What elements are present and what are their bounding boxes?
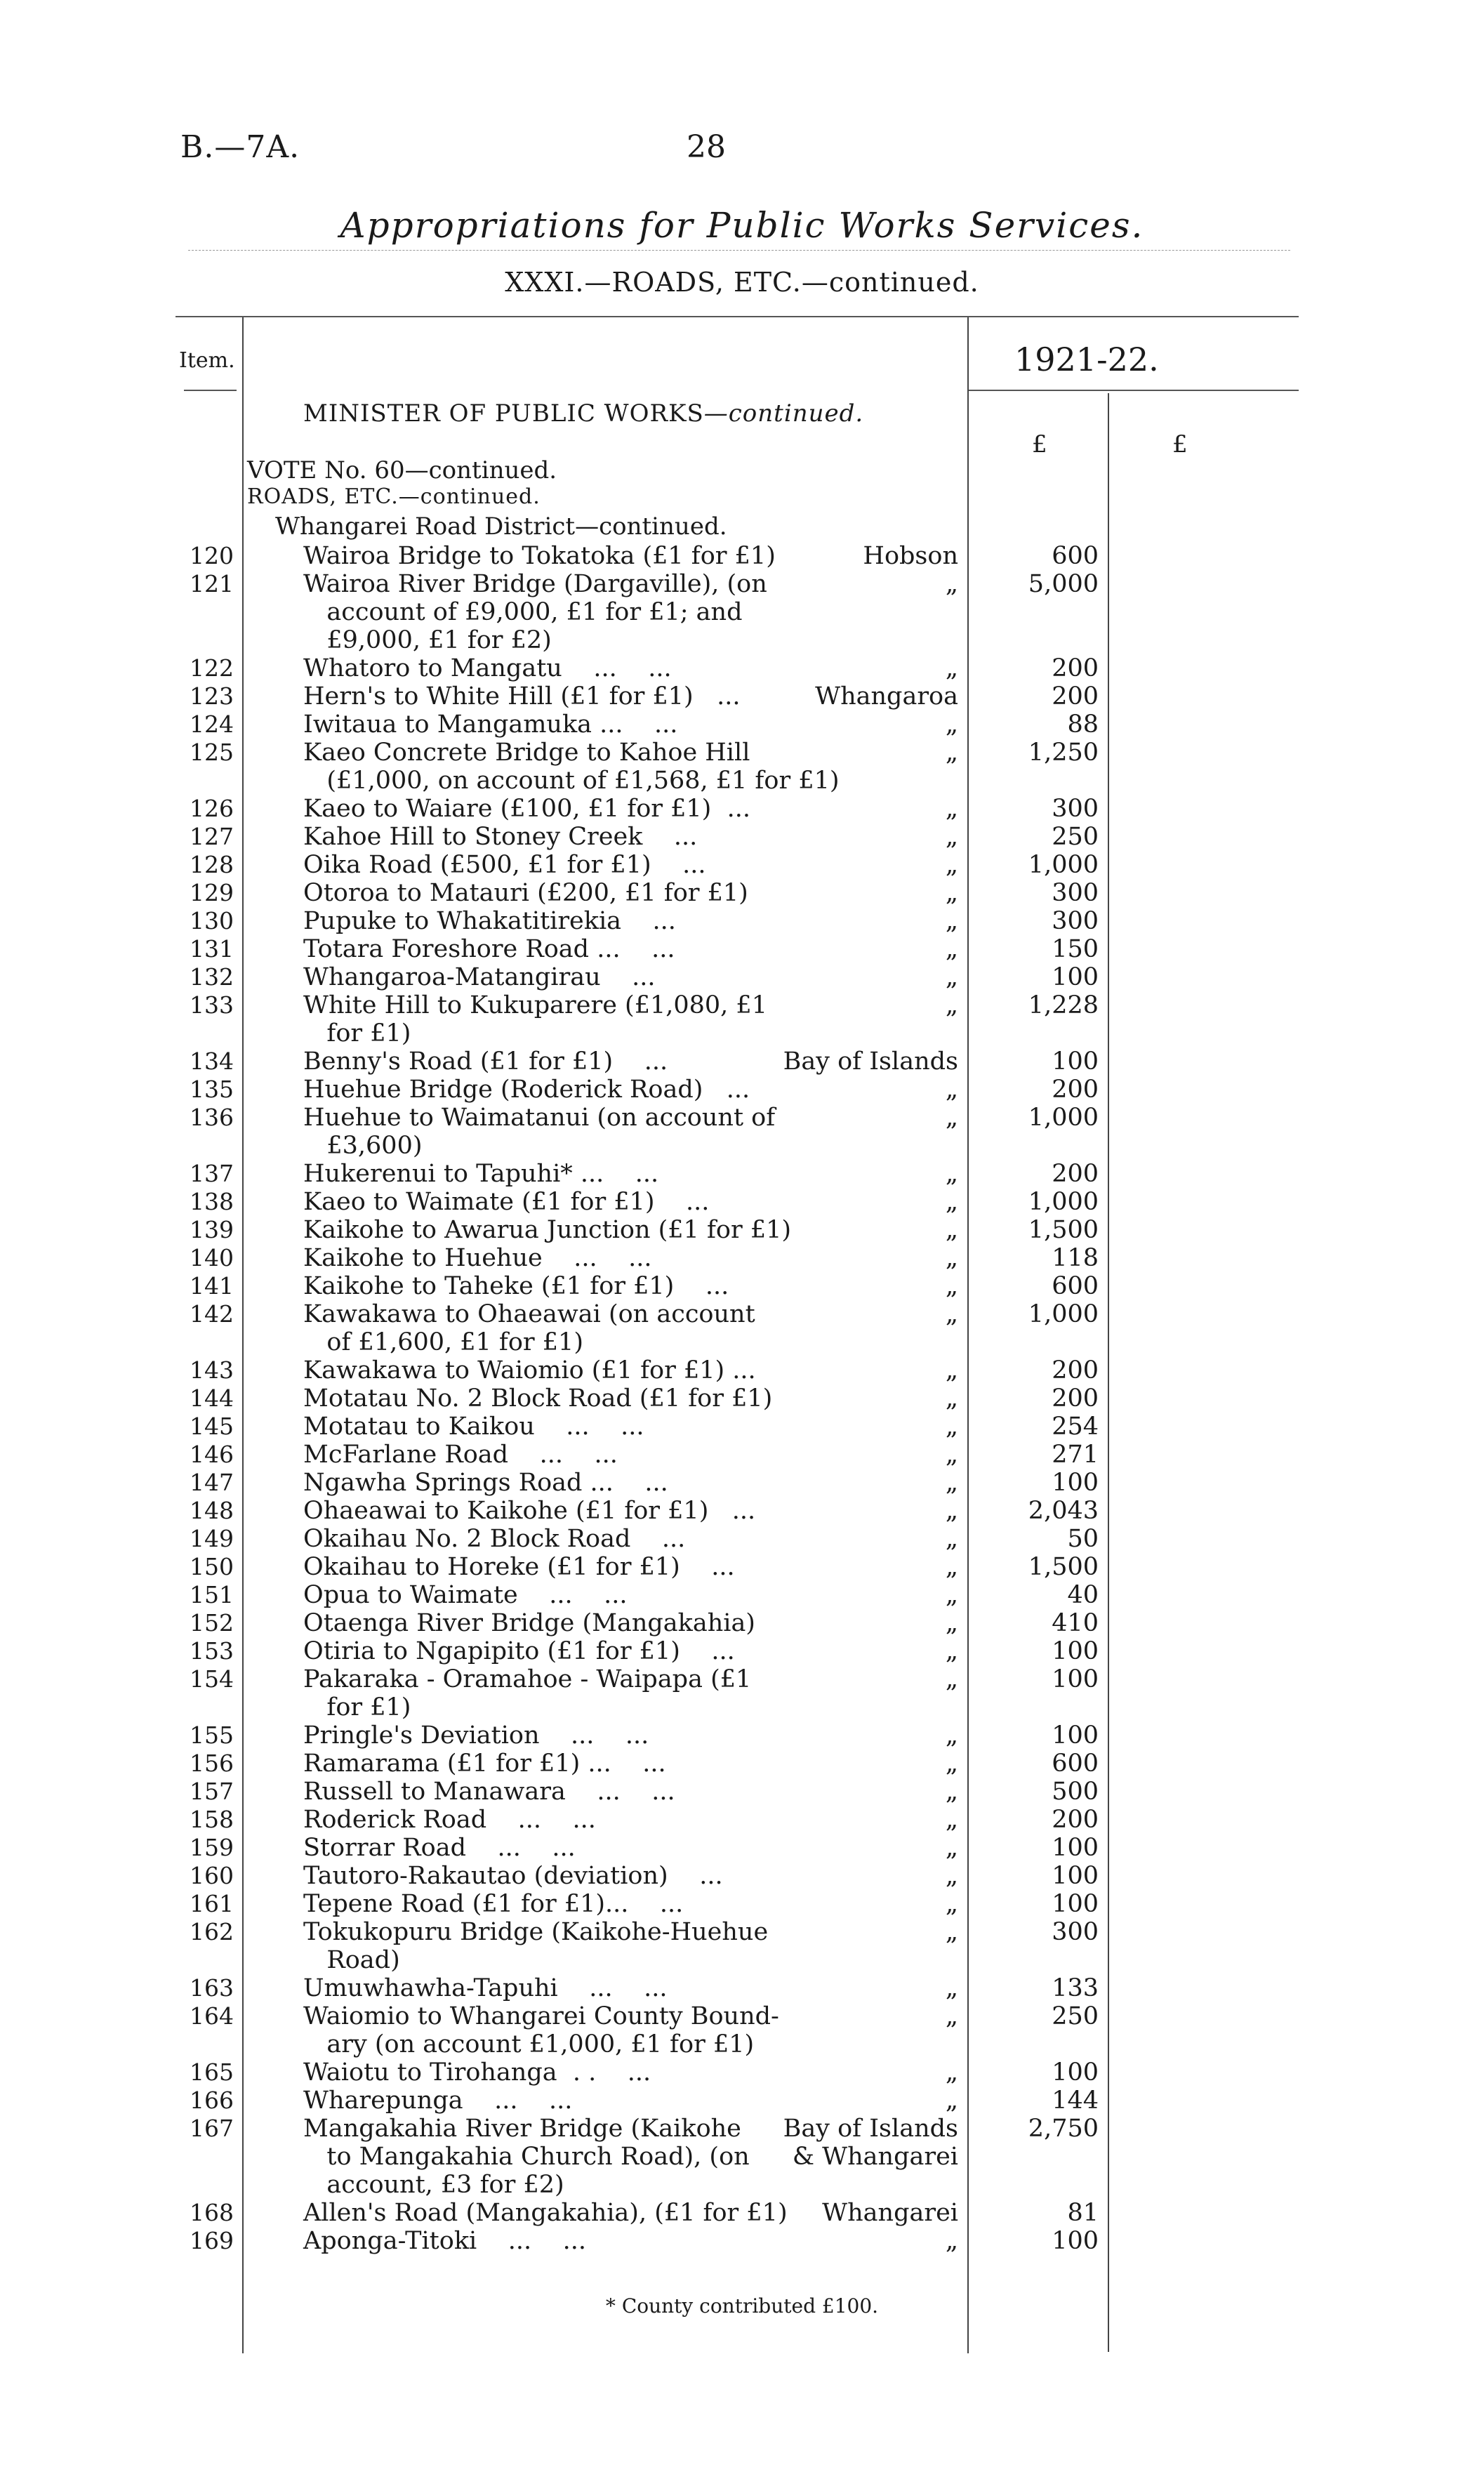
row-description: Otiria to Ngapipito (£1 for £1) ... xyxy=(303,1637,735,1665)
row-description: Pakaraka - Oramahoe - Waipapa (£1 for £1) xyxy=(303,1665,752,1721)
row-item-number: 144 xyxy=(190,1384,234,1412)
row-county: „ xyxy=(945,1469,958,1497)
row-item-number: 129 xyxy=(190,879,234,906)
row-county: „ xyxy=(945,991,958,1019)
row-item-number: 121 xyxy=(190,570,234,597)
row-county: „ xyxy=(945,795,958,823)
row-county: „ xyxy=(945,1609,958,1637)
document-reference: B.—7A. xyxy=(180,129,300,165)
row-item-number: 166 xyxy=(190,2087,234,2114)
row-description: Allen's Road (Mangakahia), (£1 for £1) xyxy=(303,2199,788,2227)
row-amount: 2,043 xyxy=(1028,1497,1099,1525)
year-header-rule xyxy=(969,390,1299,391)
roads-heading: ROADS, ETC.—continued. xyxy=(247,484,541,509)
row-item-number: 151 xyxy=(190,1581,234,1608)
row-item-number: 156 xyxy=(190,1750,234,1777)
row-county: „ xyxy=(945,1441,958,1469)
row-amount: 250 xyxy=(1052,2002,1099,2030)
row-item-number: 138 xyxy=(190,1188,234,1215)
district-heading: Whangarei Road District—continued. xyxy=(275,513,727,541)
row-description: Hern's to White Hill (£1 for £1) ... xyxy=(303,682,741,710)
row-description: Umuwhawha-Tapuhi ... ... xyxy=(303,1974,668,2002)
row-item-number: 127 xyxy=(190,823,234,850)
row-amount: 250 xyxy=(1052,823,1099,851)
row-description: Hukerenui to Tapuhi* ... ... xyxy=(303,1160,659,1188)
row-amount: 100 xyxy=(1052,2058,1099,2087)
item-header-rule xyxy=(184,390,237,391)
row-county: „ xyxy=(945,1665,958,1693)
row-item-number: 152 xyxy=(190,1609,234,1637)
row-description: Ngawha Springs Road ... ... xyxy=(303,1469,668,1497)
row-county: „ xyxy=(945,2058,958,2087)
row-amount: 200 xyxy=(1052,1384,1099,1413)
row-description: Kaeo Concrete Bridge to Kahoe Hill (£1,000, on account of £1,568, £1 for £1) xyxy=(303,739,840,795)
row-description: McFarlane Road ... ... xyxy=(303,1441,618,1469)
row-item-number: 149 xyxy=(190,1525,234,1552)
row-item-number: 153 xyxy=(190,1637,234,1665)
row-amount: 200 xyxy=(1052,1076,1099,1104)
row-item-number: 146 xyxy=(190,1441,234,1468)
row-description: Wairoa Bridge to Tokatoka (£1 for £1) xyxy=(303,542,776,570)
row-amount: 150 xyxy=(1052,935,1099,963)
row-county: Whangarei xyxy=(822,2199,958,2227)
row-county: „ xyxy=(945,851,958,879)
row-description: Kaeo to Waiare (£100, £1 for £1) ... xyxy=(303,795,750,823)
title-rule xyxy=(188,250,1290,251)
row-item-number: 120 xyxy=(190,542,234,569)
row-description: Opua to Waimate ... ... xyxy=(303,1581,628,1609)
row-description: Oika Road (£500, £1 for £1) ... xyxy=(303,851,706,879)
row-item-number: 137 xyxy=(190,1160,234,1187)
row-amount: 200 xyxy=(1052,682,1099,710)
page-number: 28 xyxy=(687,129,726,165)
row-amount: 1,000 xyxy=(1028,1188,1099,1216)
row-item-number: 130 xyxy=(190,907,234,934)
row-county: „ xyxy=(945,1834,958,1862)
row-description: Motatau No. 2 Block Road (£1 for £1) xyxy=(303,1384,773,1413)
row-county: „ xyxy=(945,1918,958,1946)
row-amount: 100 xyxy=(1052,1721,1099,1750)
row-county: Bay of Islands & Whangarei xyxy=(783,2115,958,2171)
row-county: „ xyxy=(945,1300,958,1328)
row-item-number: 155 xyxy=(190,1721,234,1749)
row-amount: 81 xyxy=(1067,2199,1099,2227)
row-item-number: 165 xyxy=(190,2058,234,2086)
row-county: „ xyxy=(945,1356,958,1384)
row-county: „ xyxy=(945,1384,958,1413)
row-amount: 300 xyxy=(1052,1918,1099,1946)
minister-continued: —continued. xyxy=(703,399,864,428)
row-item-number: 134 xyxy=(190,1047,234,1075)
row-amount: 600 xyxy=(1052,542,1099,570)
row-item-number: 162 xyxy=(190,1918,234,1945)
row-description: Otoroa to Matauri (£200, £1 for £1) xyxy=(303,879,748,907)
row-amount: 200 xyxy=(1052,1806,1099,1834)
row-description: Kahoe Hill to Stoney Creek ... xyxy=(303,823,698,851)
row-item-number: 123 xyxy=(190,682,234,710)
row-description: Tokukopuru Bridge (Kaikohe-Huehue Road) xyxy=(303,1918,769,1974)
row-description: Whatoro to Mangatu ... ... xyxy=(303,654,672,682)
row-county: „ xyxy=(945,1216,958,1244)
row-amount: 50 xyxy=(1067,1525,1099,1553)
row-county: „ xyxy=(945,1160,958,1188)
row-county: „ xyxy=(945,1750,958,1778)
minister-label: MINISTER OF PUBLIC WORKS xyxy=(303,399,704,428)
row-county: „ xyxy=(945,963,958,991)
row-description: Iwitaua to Mangamuka ... ... xyxy=(303,710,678,739)
row-amount: 254 xyxy=(1052,1413,1099,1441)
row-description: Wairoa River Bridge (Dargaville), (on account of £9,000, £1 for £1; and £9,000, £1 for £2) xyxy=(303,570,767,654)
row-item-number: 161 xyxy=(190,1890,234,1917)
row-description: Storrar Road ... ... xyxy=(303,1834,576,1862)
row-amount: 300 xyxy=(1052,907,1099,935)
row-description: Otaenga River Bridge (Mangakahia) xyxy=(303,1609,755,1637)
minister-heading xyxy=(303,399,863,428)
row-amount: 1,000 xyxy=(1028,1104,1099,1132)
row-description: Totara Foreshore Road ... ... xyxy=(303,935,675,963)
row-item-number: 132 xyxy=(190,963,234,991)
row-amount: 5,000 xyxy=(1028,570,1099,598)
row-county: „ xyxy=(945,935,958,963)
row-amount: 100 xyxy=(1052,1047,1099,1076)
row-item-number: 122 xyxy=(190,654,234,682)
year-column-header: 1921-22. xyxy=(1014,341,1159,378)
row-item-number: 131 xyxy=(190,935,234,963)
row-item-number: 139 xyxy=(190,1216,234,1243)
row-amount: 200 xyxy=(1052,1160,1099,1188)
row-item-number: 154 xyxy=(190,1665,234,1693)
row-amount: 40 xyxy=(1067,1581,1099,1609)
row-description: Russell to Manawara ... ... xyxy=(303,1778,675,1806)
row-description: Tepene Road (£1 for £1)... ... xyxy=(303,1890,684,1918)
row-item-number: 157 xyxy=(190,1778,234,1805)
row-amount: 200 xyxy=(1052,654,1099,682)
row-amount: 2,750 xyxy=(1028,2115,1099,2143)
row-amount: 100 xyxy=(1052,1637,1099,1665)
row-amount: 410 xyxy=(1052,1609,1099,1637)
row-description: Kawakawa to Waiomio (£1 for £1) ... xyxy=(303,1356,756,1384)
row-item-number: 168 xyxy=(190,2199,234,2226)
row-item-number: 158 xyxy=(190,1806,234,1833)
row-item-number: 169 xyxy=(190,2227,234,2254)
row-item-number: 135 xyxy=(190,1076,234,1103)
row-item-number: 147 xyxy=(190,1469,234,1496)
row-county: „ xyxy=(945,710,958,739)
row-county: „ xyxy=(945,1721,958,1750)
row-county: „ xyxy=(945,1806,958,1834)
row-amount: 500 xyxy=(1052,1778,1099,1806)
row-item-number: 163 xyxy=(190,1974,234,2002)
row-description: Huehue Bridge (Roderick Road) ... xyxy=(303,1076,750,1104)
row-description: Ramarama (£1 for £1) ... ... xyxy=(303,1750,666,1778)
row-county: „ xyxy=(945,2087,958,2115)
row-amount: 1,500 xyxy=(1028,1553,1099,1581)
row-county: „ xyxy=(945,823,958,851)
row-county: „ xyxy=(945,654,958,682)
row-county: „ xyxy=(945,2002,958,2030)
row-description: Kaikohe to Huehue ... ... xyxy=(303,1244,652,1272)
vote-heading: VOTE No. 60—continued. xyxy=(247,456,557,484)
row-county: „ xyxy=(945,1890,958,1918)
page-title: Appropriations for Public Works Services. xyxy=(340,205,1144,246)
row-amount: 100 xyxy=(1052,963,1099,991)
section-subtitle: XXXI.—ROADS, ETC.—continued. xyxy=(505,267,979,298)
row-item-number: 125 xyxy=(190,739,234,766)
row-item-number: 150 xyxy=(190,1553,234,1580)
row-amount: 1,000 xyxy=(1028,1300,1099,1328)
item-column-header: Item. xyxy=(179,348,235,373)
table-top-rule xyxy=(175,316,1299,317)
row-county: „ xyxy=(945,1076,958,1104)
row-amount: 1,000 xyxy=(1028,851,1099,879)
row-item-number: 164 xyxy=(190,2002,234,2030)
row-amount: 100 xyxy=(1052,1890,1099,1918)
row-item-number: 128 xyxy=(190,851,234,878)
row-description: Okaihau No. 2 Block Road ... xyxy=(303,1525,686,1553)
row-county: „ xyxy=(945,1862,958,1890)
row-description: Waiomio to Whangarei County Bound- ary (on account £1,000, £1 for £1) xyxy=(303,2002,779,2058)
row-item-number: 133 xyxy=(190,991,234,1019)
row-amount: 100 xyxy=(1052,1834,1099,1862)
row-county: „ xyxy=(945,739,958,767)
row-county: „ xyxy=(945,1497,958,1525)
row-item-number: 140 xyxy=(190,1244,234,1271)
row-county: „ xyxy=(945,879,958,907)
row-county: Whangaroa xyxy=(815,682,958,710)
row-description: Mangakahia River Bridge (Kaikohe to Mangakahia Church Road), (on account, £3 for £2) xyxy=(303,2115,750,2199)
row-county: „ xyxy=(945,1581,958,1609)
row-description: Aponga-Titoki ... ... xyxy=(303,2227,586,2255)
row-item-number: 126 xyxy=(190,795,234,822)
row-item-number: 167 xyxy=(190,2115,234,2142)
row-description: Wharepunga ... ... xyxy=(303,2087,573,2115)
row-description: Roderick Road ... ... xyxy=(303,1806,596,1834)
row-amount: 118 xyxy=(1052,1244,1099,1272)
row-description: Okaihau to Horeke (£1 for £1) ... xyxy=(303,1553,735,1581)
row-county: „ xyxy=(945,1188,958,1216)
pound-header-2: £ xyxy=(1172,430,1188,458)
row-amount: 1,228 xyxy=(1028,991,1099,1019)
row-amount: 100 xyxy=(1052,1862,1099,1890)
row-amount: 600 xyxy=(1052,1750,1099,1778)
row-amount: 1,250 xyxy=(1028,739,1099,767)
row-item-number: 143 xyxy=(190,1356,234,1384)
row-item-number: 148 xyxy=(190,1497,234,1524)
row-item-number: 159 xyxy=(190,1834,234,1861)
row-county: Hobson xyxy=(863,542,958,570)
row-description: Huehue to Waimatanui (on account of £3,600) xyxy=(303,1104,776,1160)
row-description: Pupuke to Whakatitirekia ... xyxy=(303,907,676,935)
row-description: Kawakawa to Ohaeawai (on account of £1,600, £1 for £1) xyxy=(303,1300,755,1356)
row-amount: 100 xyxy=(1052,2227,1099,2255)
row-description: Benny's Road (£1 for £1) ... xyxy=(303,1047,668,1076)
row-item-number: 124 xyxy=(190,710,234,738)
row-county: „ xyxy=(945,1778,958,1806)
row-description: Waiotu to Tirohanga . . ... xyxy=(303,2058,651,2087)
row-description: Kaeo to Waimate (£1 for £1) ... xyxy=(303,1188,710,1216)
row-amount: 144 xyxy=(1052,2087,1099,2115)
amount-column-divider xyxy=(967,317,969,2353)
row-county: „ xyxy=(945,2227,958,2255)
row-county: „ xyxy=(945,570,958,598)
row-description: Tautoro-Rakautao (deviation) ... xyxy=(303,1862,723,1890)
row-description: White Hill to Kukuparere (£1,080, £1 for £1) xyxy=(303,991,767,1047)
row-county: „ xyxy=(945,1553,958,1581)
row-description: Ohaeawai to Kaikohe (£1 for £1) ... xyxy=(303,1497,756,1525)
footnote: * County contributed £100. xyxy=(605,2294,879,2318)
row-county: „ xyxy=(945,907,958,935)
row-amount: 1,500 xyxy=(1028,1216,1099,1244)
row-description: Whangaroa-Matangirau ... xyxy=(303,963,656,991)
row-item-number: 160 xyxy=(190,1862,234,1889)
row-county: „ xyxy=(945,1104,958,1132)
row-amount: 300 xyxy=(1052,795,1099,823)
row-amount: 100 xyxy=(1052,1469,1099,1497)
row-amount: 600 xyxy=(1052,1272,1099,1300)
item-column-divider xyxy=(242,317,244,2353)
row-description: Motatau to Kaikou ... ... xyxy=(303,1413,644,1441)
row-item-number: 136 xyxy=(190,1104,234,1131)
row-county: „ xyxy=(945,1525,958,1553)
pound-header-1: £ xyxy=(1032,430,1047,458)
row-amount: 100 xyxy=(1052,1665,1099,1693)
total-column-divider xyxy=(1108,393,1109,2352)
row-county: „ xyxy=(945,1413,958,1441)
row-description: Pringle's Deviation ... ... xyxy=(303,1721,649,1750)
row-amount: 271 xyxy=(1052,1441,1099,1469)
row-description: Kaikohe to Awarua Junction (£1 for £1) xyxy=(303,1216,792,1244)
row-amount: 200 xyxy=(1052,1356,1099,1384)
row-item-number: 145 xyxy=(190,1413,234,1440)
row-amount: 133 xyxy=(1052,1974,1099,2002)
row-county: Bay of Islands xyxy=(783,1047,958,1076)
row-amount: 300 xyxy=(1052,879,1099,907)
row-item-number: 142 xyxy=(190,1300,234,1328)
row-item-number: 141 xyxy=(190,1272,234,1300)
row-description: Kaikohe to Taheke (£1 for £1) ... xyxy=(303,1272,729,1300)
row-county: „ xyxy=(945,1637,958,1665)
row-county: „ xyxy=(945,1272,958,1300)
row-county: „ xyxy=(945,1244,958,1272)
row-amount: 88 xyxy=(1067,710,1099,739)
row-county: „ xyxy=(945,1974,958,2002)
